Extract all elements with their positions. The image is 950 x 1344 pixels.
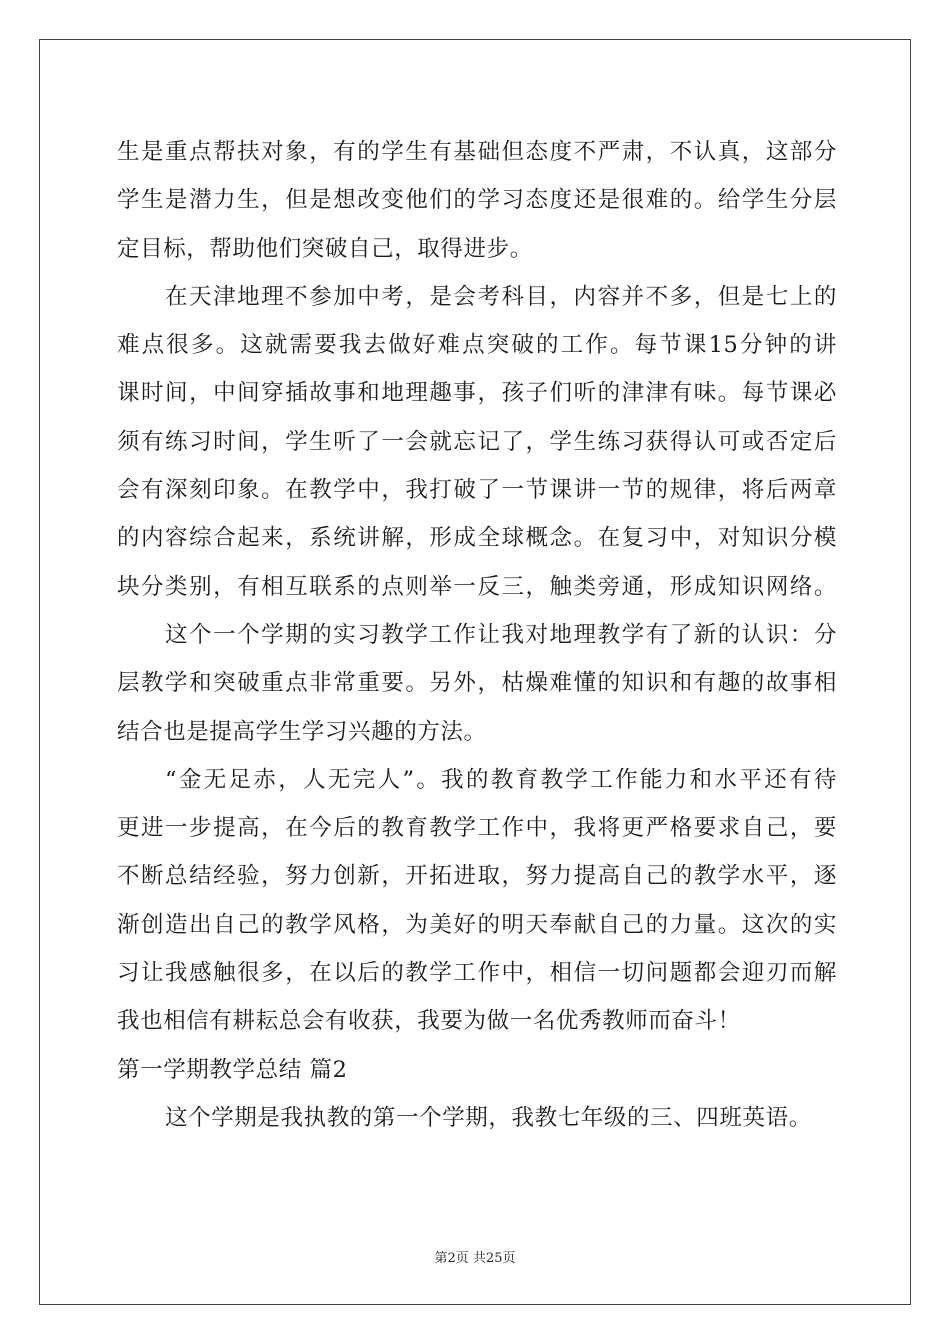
text-line: 块分类别，有相互联系的点则举一反三，触类旁通，形成知识网络。: [117, 573, 837, 600]
text-line: 的内容综合起来，系统讲解，形成全球概念。在复习中，对知识分模: [117, 525, 837, 552]
text-line: 层教学和突破重点非常重要。另外，枯燥难懂的知识和有趣的故事相: [117, 670, 837, 697]
text-line: 生是重点帮扶对象，有的学生有基础但态度不严肃，不认真，这部分: [117, 139, 837, 165]
page-number-footer: 第2页 共25页: [434, 1251, 516, 1266]
document-body: [117, 128, 837, 1142]
text-line: 这个学期是我执教的第一个学期，我教七年级的三、四班英语。: [165, 1104, 812, 1131]
section-heading: 第一学期教学总结 篇2: [117, 1056, 348, 1083]
text-line: 更进一步提高，在今后的教育教学工作中，我将更严格要求自己，要: [117, 815, 837, 842]
text-line: 在天津地理不参加中考，是会考科目，内容并不多，但是七上的: [165, 283, 837, 310]
text-line: 渐创造出自己的教学风格，为美好的明天奉献自己的力量。这次的实: [117, 911, 837, 938]
text-line: 习让我感触很多，在以后的教学工作中，相信一切问题都会迎刃而解: [117, 960, 837, 987]
text-line: 不断总结经验，努力创新，开拓进取，努力提高自己的教学水平，逐: [117, 863, 837, 890]
text-line: 难点很多。这就需要我去做好难点突破的工作。每节课15分钟的讲: [117, 332, 837, 359]
text-line: 课时间，中间穿插故事和地理趣事，孩子们听的津津有味。每节课必: [117, 380, 837, 407]
text-line: 会有深刻印象。在教学中，我打破了一节课讲一节的规律，将后两章: [117, 477, 837, 504]
text-line: 须有练习时间，学生听了一会就忘记了，学生练习获得认可或否定后: [117, 428, 837, 455]
text-line: “金无足赤，人无完人”。我的教育教学工作能力和水平还有待: [165, 766, 837, 793]
text-line: 这个一个学期的实习教学工作让我对地理教学有了新的认识：分: [165, 621, 837, 648]
text-line: 我也相信有耕耘总会有收获，我要为做一名优秀教师而奋斗！: [117, 1008, 741, 1035]
text-line: 结合也是提高学生学习兴趣的方法。: [117, 718, 487, 745]
text-line: 学生是潜力生，但是想改变他们的学习态度还是很难的。给学生分层: [117, 187, 837, 214]
text-line: 定目标，帮助他们突破自己，取得进步。: [117, 235, 533, 262]
